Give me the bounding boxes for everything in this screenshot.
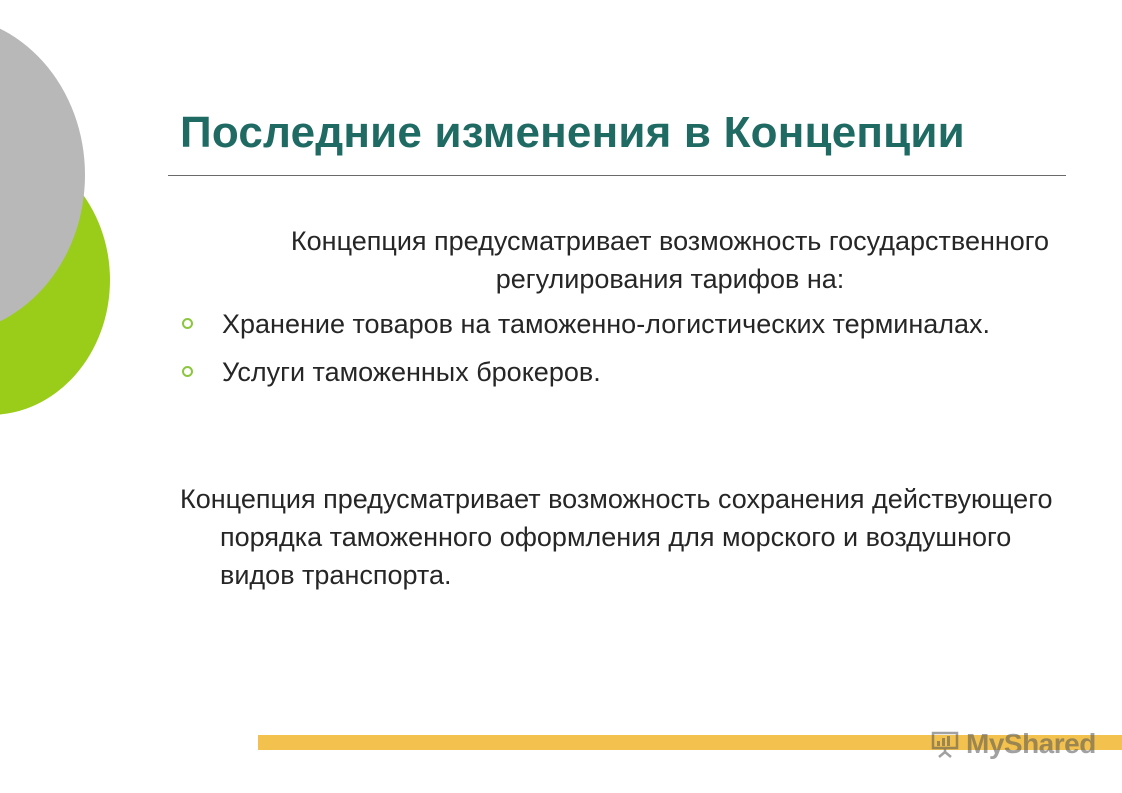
bullet-list: [180, 306, 1060, 402]
watermark: [930, 728, 1096, 760]
presentation-icon: [930, 729, 960, 759]
title-divider: [168, 175, 1066, 176]
watermark-text: MyShared: [966, 728, 1096, 759]
bullet-text: Хранение товаров на таможенно-логистических терминалах.: [222, 309, 991, 339]
body-paragraph: Концепция предусматривает возможность сохранения действующего порядка таможенного оформления для морского и воздушного видов транспорта.: [180, 484, 1053, 590]
circle-bullet-icon: [182, 318, 193, 329]
intro-text: Концепция предусматривает возможность государственного регулирования тарифов на:: [290, 226, 1050, 294]
circle-bullet-icon: [182, 366, 193, 377]
bullet-item: [180, 354, 1060, 390]
slide-title: Последние изменения в Концепции: [180, 108, 965, 157]
bullet-text: Услуги таможенных брокеров.: [222, 357, 601, 387]
bullet-item: [180, 306, 1060, 342]
